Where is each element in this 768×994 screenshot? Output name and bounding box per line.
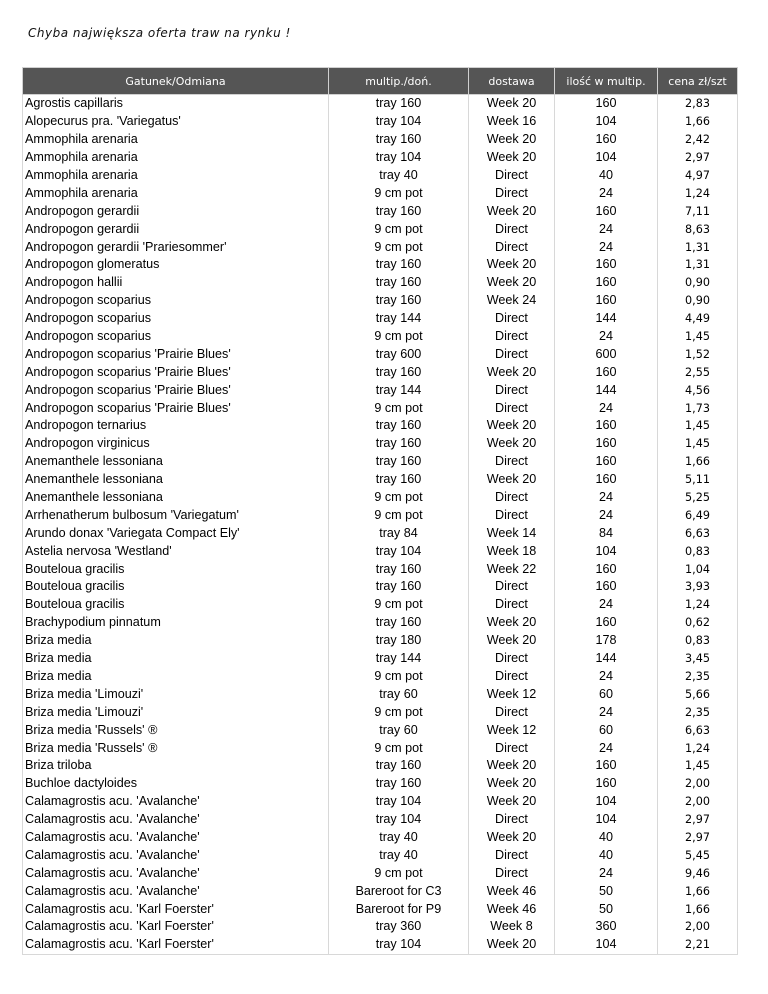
species-cell: Briza triloba bbox=[23, 757, 329, 775]
species-cell: Ammophila arenaria bbox=[23, 167, 329, 185]
species-cell: Calamagrostis acu. 'Avalanche' bbox=[23, 864, 329, 882]
quantity-cell: 160 bbox=[555, 614, 658, 632]
delivery-cell: Direct bbox=[469, 310, 555, 328]
multiplier-cell: tray 60 bbox=[329, 685, 469, 703]
price-cell: 6,49 bbox=[658, 506, 738, 524]
table-header-row bbox=[23, 68, 738, 95]
table-row bbox=[23, 184, 738, 202]
species-cell: Briza media bbox=[23, 632, 329, 650]
species-cell: Bouteloua gracilis bbox=[23, 560, 329, 578]
quantity-cell: 600 bbox=[555, 345, 658, 363]
quantity-cell: 104 bbox=[555, 113, 658, 131]
quantity-cell: 104 bbox=[555, 149, 658, 167]
multiplier-cell: 9 cm pot bbox=[329, 328, 469, 346]
multiplier-cell: 9 cm pot bbox=[329, 668, 469, 686]
species-cell: Andropogon scoparius bbox=[23, 292, 329, 310]
quantity-cell: 160 bbox=[555, 256, 658, 274]
table-row bbox=[23, 167, 738, 185]
table-row bbox=[23, 560, 738, 578]
price-cell: 0,83 bbox=[658, 542, 738, 560]
multiplier-cell: tray 160 bbox=[329, 560, 469, 578]
delivery-cell: Week 20 bbox=[469, 757, 555, 775]
price-cell: 2,55 bbox=[658, 363, 738, 381]
price-cell: 2,00 bbox=[658, 918, 738, 936]
multiplier-cell: 9 cm pot bbox=[329, 184, 469, 202]
quantity-cell: 24 bbox=[555, 506, 658, 524]
header-price: cena zł/szt bbox=[658, 68, 738, 95]
species-cell: Briza media bbox=[23, 650, 329, 668]
table-row bbox=[23, 220, 738, 238]
multiplier-cell: tray 180 bbox=[329, 632, 469, 650]
species-cell: Andropogon ternarius bbox=[23, 417, 329, 435]
delivery-cell: Week 20 bbox=[469, 614, 555, 632]
delivery-cell: Direct bbox=[469, 345, 555, 363]
quantity-cell: 50 bbox=[555, 900, 658, 918]
price-cell: 3,45 bbox=[658, 650, 738, 668]
quantity-cell: 160 bbox=[555, 471, 658, 489]
delivery-cell: Week 20 bbox=[469, 775, 555, 793]
species-cell: Calamagrostis acu. 'Avalanche' bbox=[23, 793, 329, 811]
multiplier-cell: tray 104 bbox=[329, 811, 469, 829]
multiplier-cell: tray 144 bbox=[329, 310, 469, 328]
quantity-cell: 160 bbox=[555, 453, 658, 471]
multiplier-cell: 9 cm pot bbox=[329, 238, 469, 256]
price-cell: 3,93 bbox=[658, 578, 738, 596]
table-row bbox=[23, 113, 738, 131]
multiplier-cell: 9 cm pot bbox=[329, 864, 469, 882]
price-cell: 1,45 bbox=[658, 417, 738, 435]
quantity-cell: 144 bbox=[555, 310, 658, 328]
table-row bbox=[23, 381, 738, 399]
quantity-cell: 160 bbox=[555, 363, 658, 381]
price-cell: 4,97 bbox=[658, 167, 738, 185]
multiplier-cell: 9 cm pot bbox=[329, 596, 469, 614]
delivery-cell: Week 14 bbox=[469, 524, 555, 542]
delivery-cell: Direct bbox=[469, 578, 555, 596]
species-cell: Ammophila arenaria bbox=[23, 131, 329, 149]
delivery-cell: Week 20 bbox=[469, 95, 555, 113]
price-cell: 2,00 bbox=[658, 775, 738, 793]
delivery-cell: Week 20 bbox=[469, 149, 555, 167]
table-row bbox=[23, 345, 738, 363]
price-cell: 1,45 bbox=[658, 328, 738, 346]
multiplier-cell: tray 40 bbox=[329, 167, 469, 185]
multiplier-cell: 9 cm pot bbox=[329, 220, 469, 238]
delivery-cell: Week 8 bbox=[469, 918, 555, 936]
delivery-cell: Week 18 bbox=[469, 542, 555, 560]
price-cell: 2,97 bbox=[658, 829, 738, 847]
quantity-cell: 24 bbox=[555, 596, 658, 614]
table-row bbox=[23, 542, 738, 560]
multiplier-cell: 9 cm pot bbox=[329, 506, 469, 524]
multiplier-cell: tray 104 bbox=[329, 793, 469, 811]
table-row bbox=[23, 596, 738, 614]
species-cell: Calamagrostis acu. 'Karl Foerster' bbox=[23, 900, 329, 918]
species-cell: Anemanthele lessoniana bbox=[23, 489, 329, 507]
table-row bbox=[23, 489, 738, 507]
delivery-cell: Week 22 bbox=[469, 560, 555, 578]
delivery-cell: Direct bbox=[469, 220, 555, 238]
table-row bbox=[23, 417, 738, 435]
delivery-cell: Direct bbox=[469, 596, 555, 614]
quantity-cell: 160 bbox=[555, 775, 658, 793]
species-cell: Andropogon hallii bbox=[23, 274, 329, 292]
delivery-cell: Direct bbox=[469, 846, 555, 864]
table-row bbox=[23, 435, 738, 453]
table-row bbox=[23, 524, 738, 542]
price-cell: 5,25 bbox=[658, 489, 738, 507]
multiplier-cell: 9 cm pot bbox=[329, 739, 469, 757]
species-cell: Briza media 'Limouzi' bbox=[23, 685, 329, 703]
quantity-cell: 160 bbox=[555, 95, 658, 113]
species-cell: Bouteloua gracilis bbox=[23, 578, 329, 596]
table-row bbox=[23, 846, 738, 864]
price-cell: 1,24 bbox=[658, 184, 738, 202]
multiplier-cell: tray 40 bbox=[329, 846, 469, 864]
species-cell: Andropogon scoparius bbox=[23, 310, 329, 328]
quantity-cell: 160 bbox=[555, 560, 658, 578]
quantity-cell: 160 bbox=[555, 274, 658, 292]
table-row bbox=[23, 900, 738, 918]
delivery-cell: Direct bbox=[469, 811, 555, 829]
price-cell: 1,24 bbox=[658, 596, 738, 614]
price-cell: 2,97 bbox=[658, 811, 738, 829]
multiplier-cell: tray 104 bbox=[329, 113, 469, 131]
delivery-cell: Week 20 bbox=[469, 274, 555, 292]
table-row bbox=[23, 864, 738, 882]
multiplier-cell: tray 160 bbox=[329, 131, 469, 149]
table-row bbox=[23, 668, 738, 686]
species-cell: Andropogon scoparius 'Prairie Blues' bbox=[23, 381, 329, 399]
species-cell: Calamagrostis acu. 'Karl Foerster' bbox=[23, 936, 329, 954]
species-cell: Andropogon scoparius bbox=[23, 328, 329, 346]
table-row bbox=[23, 739, 738, 757]
multiplier-cell: tray 160 bbox=[329, 417, 469, 435]
price-cell: 0,90 bbox=[658, 292, 738, 310]
table-row bbox=[23, 95, 738, 113]
price-cell: 2,97 bbox=[658, 149, 738, 167]
price-cell: 0,62 bbox=[658, 614, 738, 632]
price-cell: 0,90 bbox=[658, 274, 738, 292]
species-cell: Calamagrostis acu. 'Avalanche' bbox=[23, 811, 329, 829]
species-cell: Calamagrostis acu. 'Avalanche' bbox=[23, 829, 329, 847]
species-cell: Calamagrostis acu. 'Karl Foerster' bbox=[23, 918, 329, 936]
delivery-cell: Direct bbox=[469, 453, 555, 471]
species-cell: Andropogon scoparius 'Prairie Blues' bbox=[23, 363, 329, 381]
quantity-cell: 160 bbox=[555, 292, 658, 310]
quantity-cell: 104 bbox=[555, 936, 658, 954]
quantity-cell: 178 bbox=[555, 632, 658, 650]
price-cell: 1,52 bbox=[658, 345, 738, 363]
multiplier-cell: Bareroot for C3 bbox=[329, 882, 469, 900]
species-cell: Calamagrostis acu. 'Avalanche' bbox=[23, 882, 329, 900]
species-cell: Andropogon scoparius 'Prairie Blues' bbox=[23, 399, 329, 417]
species-cell: Andropogon scoparius 'Prairie Blues' bbox=[23, 345, 329, 363]
multiplier-cell: tray 104 bbox=[329, 936, 469, 954]
delivery-cell: Week 20 bbox=[469, 363, 555, 381]
price-cell: 8,63 bbox=[658, 220, 738, 238]
species-cell: Calamagrostis acu. 'Avalanche' bbox=[23, 846, 329, 864]
price-cell: 0,83 bbox=[658, 632, 738, 650]
multiplier-cell: tray 104 bbox=[329, 542, 469, 560]
price-cell: 1,66 bbox=[658, 900, 738, 918]
page-tagline: Chyba największa oferta traw na rynku ! bbox=[28, 26, 291, 40]
delivery-cell: Direct bbox=[469, 399, 555, 417]
species-cell: Andropogon gerardii 'Prariesommer' bbox=[23, 238, 329, 256]
multiplier-cell: tray 360 bbox=[329, 918, 469, 936]
price-cell: 2,83 bbox=[658, 95, 738, 113]
table-row bbox=[23, 614, 738, 632]
delivery-cell: Direct bbox=[469, 184, 555, 202]
multiplier-cell: tray 160 bbox=[329, 757, 469, 775]
table-row bbox=[23, 238, 738, 256]
price-cell: 1,66 bbox=[658, 113, 738, 131]
delivery-cell: Week 46 bbox=[469, 900, 555, 918]
header-multiplier: multip./doń. bbox=[329, 68, 469, 95]
multiplier-cell: tray 160 bbox=[329, 292, 469, 310]
price-cell: 1,31 bbox=[658, 238, 738, 256]
table-body bbox=[23, 95, 738, 955]
delivery-cell: Week 20 bbox=[469, 256, 555, 274]
species-cell: Brachypodium pinnatum bbox=[23, 614, 329, 632]
species-cell: Andropogon glomeratus bbox=[23, 256, 329, 274]
price-cell: 1,24 bbox=[658, 739, 738, 757]
species-cell: Briza media 'Russels' ® bbox=[23, 739, 329, 757]
delivery-cell: Week 20 bbox=[469, 131, 555, 149]
table-row bbox=[23, 131, 738, 149]
multiplier-cell: tray 160 bbox=[329, 435, 469, 453]
species-cell: Briza media 'Russels' ® bbox=[23, 721, 329, 739]
species-cell: Astelia nervosa 'Westland' bbox=[23, 542, 329, 560]
quantity-cell: 24 bbox=[555, 399, 658, 417]
price-cell: 6,63 bbox=[658, 721, 738, 739]
multiplier-cell: tray 60 bbox=[329, 721, 469, 739]
multiplier-cell: tray 600 bbox=[329, 345, 469, 363]
multiplier-cell: tray 160 bbox=[329, 453, 469, 471]
header-quantity: ilość w multip. bbox=[555, 68, 658, 95]
table-row bbox=[23, 453, 738, 471]
species-cell: Ammophila arenaria bbox=[23, 149, 329, 167]
species-cell: Andropogon virginicus bbox=[23, 435, 329, 453]
price-cell: 4,49 bbox=[658, 310, 738, 328]
table-row bbox=[23, 363, 738, 381]
table-row bbox=[23, 632, 738, 650]
multiplier-cell: tray 160 bbox=[329, 95, 469, 113]
multiplier-cell: tray 104 bbox=[329, 149, 469, 167]
header-delivery: dostawa bbox=[469, 68, 555, 95]
delivery-cell: Direct bbox=[469, 167, 555, 185]
table-row bbox=[23, 793, 738, 811]
quantity-cell: 144 bbox=[555, 381, 658, 399]
quantity-cell: 24 bbox=[555, 328, 658, 346]
quantity-cell: 60 bbox=[555, 685, 658, 703]
table-row bbox=[23, 703, 738, 721]
delivery-cell: Week 20 bbox=[469, 435, 555, 453]
table-row bbox=[23, 829, 738, 847]
quantity-cell: 24 bbox=[555, 238, 658, 256]
delivery-cell: Direct bbox=[469, 739, 555, 757]
species-cell: Briza media bbox=[23, 668, 329, 686]
delivery-cell: Week 20 bbox=[469, 829, 555, 847]
price-cell: 9,46 bbox=[658, 864, 738, 882]
price-cell: 1,04 bbox=[658, 560, 738, 578]
quantity-cell: 50 bbox=[555, 882, 658, 900]
table-row bbox=[23, 721, 738, 739]
delivery-cell: Week 20 bbox=[469, 632, 555, 650]
multiplier-cell: Bareroot for P9 bbox=[329, 900, 469, 918]
price-cell: 4,56 bbox=[658, 381, 738, 399]
species-cell: Agrostis capillaris bbox=[23, 95, 329, 113]
species-cell: Briza media 'Limouzi' bbox=[23, 703, 329, 721]
price-cell: 2,35 bbox=[658, 703, 738, 721]
quantity-cell: 160 bbox=[555, 202, 658, 220]
quantity-cell: 104 bbox=[555, 811, 658, 829]
table-row bbox=[23, 310, 738, 328]
delivery-cell: Direct bbox=[469, 650, 555, 668]
price-list-table bbox=[22, 67, 738, 955]
species-cell: Andropogon gerardii bbox=[23, 202, 329, 220]
quantity-cell: 24 bbox=[555, 703, 658, 721]
delivery-cell: Direct bbox=[469, 238, 555, 256]
species-cell: Anemanthele lessoniana bbox=[23, 471, 329, 489]
delivery-cell: Week 12 bbox=[469, 685, 555, 703]
table-row bbox=[23, 506, 738, 524]
price-cell: 2,00 bbox=[658, 793, 738, 811]
quantity-cell: 160 bbox=[555, 417, 658, 435]
delivery-cell: Direct bbox=[469, 668, 555, 686]
delivery-cell: Week 46 bbox=[469, 882, 555, 900]
price-cell: 1,66 bbox=[658, 882, 738, 900]
quantity-cell: 160 bbox=[555, 435, 658, 453]
multiplier-cell: tray 160 bbox=[329, 578, 469, 596]
quantity-cell: 24 bbox=[555, 668, 658, 686]
table-row bbox=[23, 811, 738, 829]
quantity-cell: 24 bbox=[555, 864, 658, 882]
price-cell: 5,45 bbox=[658, 846, 738, 864]
multiplier-cell: tray 40 bbox=[329, 829, 469, 847]
table-row bbox=[23, 650, 738, 668]
table-row bbox=[23, 328, 738, 346]
table-row bbox=[23, 274, 738, 292]
species-cell: Buchloe dactyloides bbox=[23, 775, 329, 793]
table-row bbox=[23, 685, 738, 703]
table-row bbox=[23, 918, 738, 936]
price-cell: 6,63 bbox=[658, 524, 738, 542]
table-row bbox=[23, 775, 738, 793]
quantity-cell: 24 bbox=[555, 739, 658, 757]
price-cell: 1,45 bbox=[658, 757, 738, 775]
multiplier-cell: tray 160 bbox=[329, 775, 469, 793]
delivery-cell: Week 20 bbox=[469, 417, 555, 435]
multiplier-cell: tray 144 bbox=[329, 650, 469, 668]
species-cell: Anemanthele lessoniana bbox=[23, 453, 329, 471]
price-cell: 5,11 bbox=[658, 471, 738, 489]
quantity-cell: 60 bbox=[555, 721, 658, 739]
multiplier-cell: 9 cm pot bbox=[329, 489, 469, 507]
quantity-cell: 160 bbox=[555, 578, 658, 596]
delivery-cell: Week 16 bbox=[469, 113, 555, 131]
table-row bbox=[23, 578, 738, 596]
price-cell: 2,42 bbox=[658, 131, 738, 149]
quantity-cell: 144 bbox=[555, 650, 658, 668]
quantity-cell: 24 bbox=[555, 220, 658, 238]
delivery-cell: Direct bbox=[469, 506, 555, 524]
delivery-cell: Week 20 bbox=[469, 936, 555, 954]
delivery-cell: Week 12 bbox=[469, 721, 555, 739]
table-row bbox=[23, 256, 738, 274]
price-cell: 2,35 bbox=[658, 668, 738, 686]
delivery-cell: Week 24 bbox=[469, 292, 555, 310]
multiplier-cell: tray 84 bbox=[329, 524, 469, 542]
multiplier-cell: 9 cm pot bbox=[329, 399, 469, 417]
multiplier-cell: tray 160 bbox=[329, 614, 469, 632]
species-cell: Alopecurus pra. 'Variegatus' bbox=[23, 113, 329, 131]
price-cell: 2,21 bbox=[658, 936, 738, 954]
delivery-cell: Direct bbox=[469, 381, 555, 399]
quantity-cell: 360 bbox=[555, 918, 658, 936]
multiplier-cell: 9 cm pot bbox=[329, 703, 469, 721]
delivery-cell: Direct bbox=[469, 864, 555, 882]
quantity-cell: 40 bbox=[555, 846, 658, 864]
species-cell: Bouteloua gracilis bbox=[23, 596, 329, 614]
table-row bbox=[23, 882, 738, 900]
price-cell: 1,45 bbox=[658, 435, 738, 453]
multiplier-cell: tray 160 bbox=[329, 256, 469, 274]
quantity-cell: 24 bbox=[555, 489, 658, 507]
multiplier-cell: tray 160 bbox=[329, 471, 469, 489]
delivery-cell: Direct bbox=[469, 328, 555, 346]
quantity-cell: 104 bbox=[555, 793, 658, 811]
price-cell: 1,31 bbox=[658, 256, 738, 274]
price-cell: 1,73 bbox=[658, 399, 738, 417]
quantity-cell: 104 bbox=[555, 542, 658, 560]
price-cell: 5,66 bbox=[658, 685, 738, 703]
species-cell: Ammophila arenaria bbox=[23, 184, 329, 202]
multiplier-cell: tray 144 bbox=[329, 381, 469, 399]
quantity-cell: 40 bbox=[555, 829, 658, 847]
species-cell: Arrhenatherum bulbosum 'Variegatum' bbox=[23, 506, 329, 524]
table-row bbox=[23, 471, 738, 489]
price-cell: 7,11 bbox=[658, 202, 738, 220]
multiplier-cell: tray 160 bbox=[329, 202, 469, 220]
quantity-cell: 84 bbox=[555, 524, 658, 542]
table-row bbox=[23, 757, 738, 775]
price-list-table-container bbox=[22, 67, 737, 955]
quantity-cell: 40 bbox=[555, 167, 658, 185]
delivery-cell: Week 20 bbox=[469, 202, 555, 220]
delivery-cell: Direct bbox=[469, 489, 555, 507]
delivery-cell: Week 20 bbox=[469, 471, 555, 489]
multiplier-cell: tray 160 bbox=[329, 363, 469, 381]
header-species: Gatunek/Odmiana bbox=[23, 68, 329, 95]
quantity-cell: 24 bbox=[555, 184, 658, 202]
delivery-cell: Week 20 bbox=[469, 793, 555, 811]
table-row bbox=[23, 936, 738, 954]
species-cell: Arundo donax 'Variegata Compact Ely' bbox=[23, 524, 329, 542]
table-row bbox=[23, 399, 738, 417]
species-cell: Andropogon gerardii bbox=[23, 220, 329, 238]
delivery-cell: Direct bbox=[469, 703, 555, 721]
quantity-cell: 160 bbox=[555, 757, 658, 775]
quantity-cell: 160 bbox=[555, 131, 658, 149]
table-row bbox=[23, 149, 738, 167]
table-row bbox=[23, 292, 738, 310]
table-row bbox=[23, 202, 738, 220]
multiplier-cell: tray 160 bbox=[329, 274, 469, 292]
price-cell: 1,66 bbox=[658, 453, 738, 471]
